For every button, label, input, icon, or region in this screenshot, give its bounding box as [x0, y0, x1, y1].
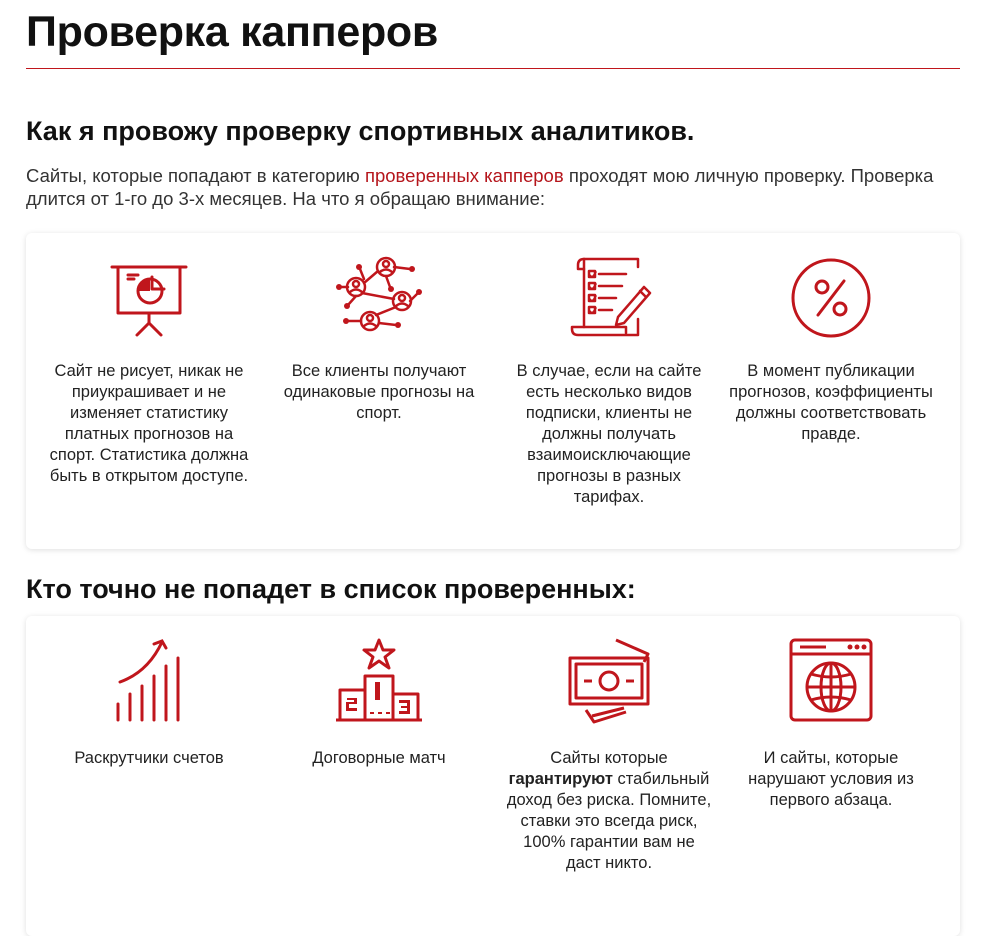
presentation-chart-icon: [104, 253, 194, 343]
checklist-document-icon: [564, 253, 654, 343]
excluded-text: Раскрутчики счетов: [74, 749, 224, 767]
percent-icon: [786, 253, 876, 343]
criteria-item: [504, 253, 714, 508]
criteria-text: В случае, если на сайте есть несколько видов подписки, клиенты не должны получать взаимоисключающие прогнозы в разных тарифах.: [516, 362, 702, 506]
criteria-text: В момент публикации прогнозов, коэффициенты должны соответствовать правде.: [729, 362, 933, 443]
criteria-item: [274, 253, 484, 424]
verified-cappers-link[interactable]: проверенных капперов: [364, 165, 564, 186]
excluded-text: И сайты, которые нарушают условия из первого абзаца.: [748, 749, 914, 809]
criteria-item: [44, 253, 254, 487]
criteria-item: [726, 253, 936, 445]
criteria-text: Все клиенты получают одинаковые прогнозы на спорт.: [283, 362, 475, 422]
excluded-item: [274, 636, 484, 769]
growth-bars-icon: [104, 636, 194, 726]
network-users-icon: [334, 253, 424, 343]
criteria-card: [26, 233, 960, 549]
excluded-item: [726, 636, 936, 811]
title-divider: [26, 68, 960, 69]
excluded-card: [26, 616, 960, 936]
excluded-item: [44, 636, 254, 769]
podium-icon: [334, 636, 424, 726]
banknotes-icon: [564, 636, 654, 726]
criteria-text: Сайт не рисует, никак не приукрашивает и не изменяет статистику платных прогнозов на спорт. Статистика должна быть в открытом доступе.: [49, 362, 249, 485]
section2-heading: Кто точно не попадет в список проверенных:: [26, 574, 636, 604]
section1-heading: Как я провожу проверку спортивных аналитиков.: [26, 116, 695, 146]
excluded-text: Сайты которые гарантируют стабильный доход без риска. Помните, ставки это всегда риск, 100% гарантии вам не даст никто.: [506, 749, 712, 872]
web-globe-icon: [786, 636, 876, 726]
section1-intro: Сайты, которые попадают в категорию проверенных капперов проходят мою личную проверку. Проверка длится от 1-го до 3-х месяцев. На что я обращаю внимание:: [26, 165, 934, 209]
page-title: Проверка капперов: [26, 8, 439, 56]
excluded-text: Договорные матч: [312, 749, 446, 767]
excluded-item: [504, 636, 714, 874]
